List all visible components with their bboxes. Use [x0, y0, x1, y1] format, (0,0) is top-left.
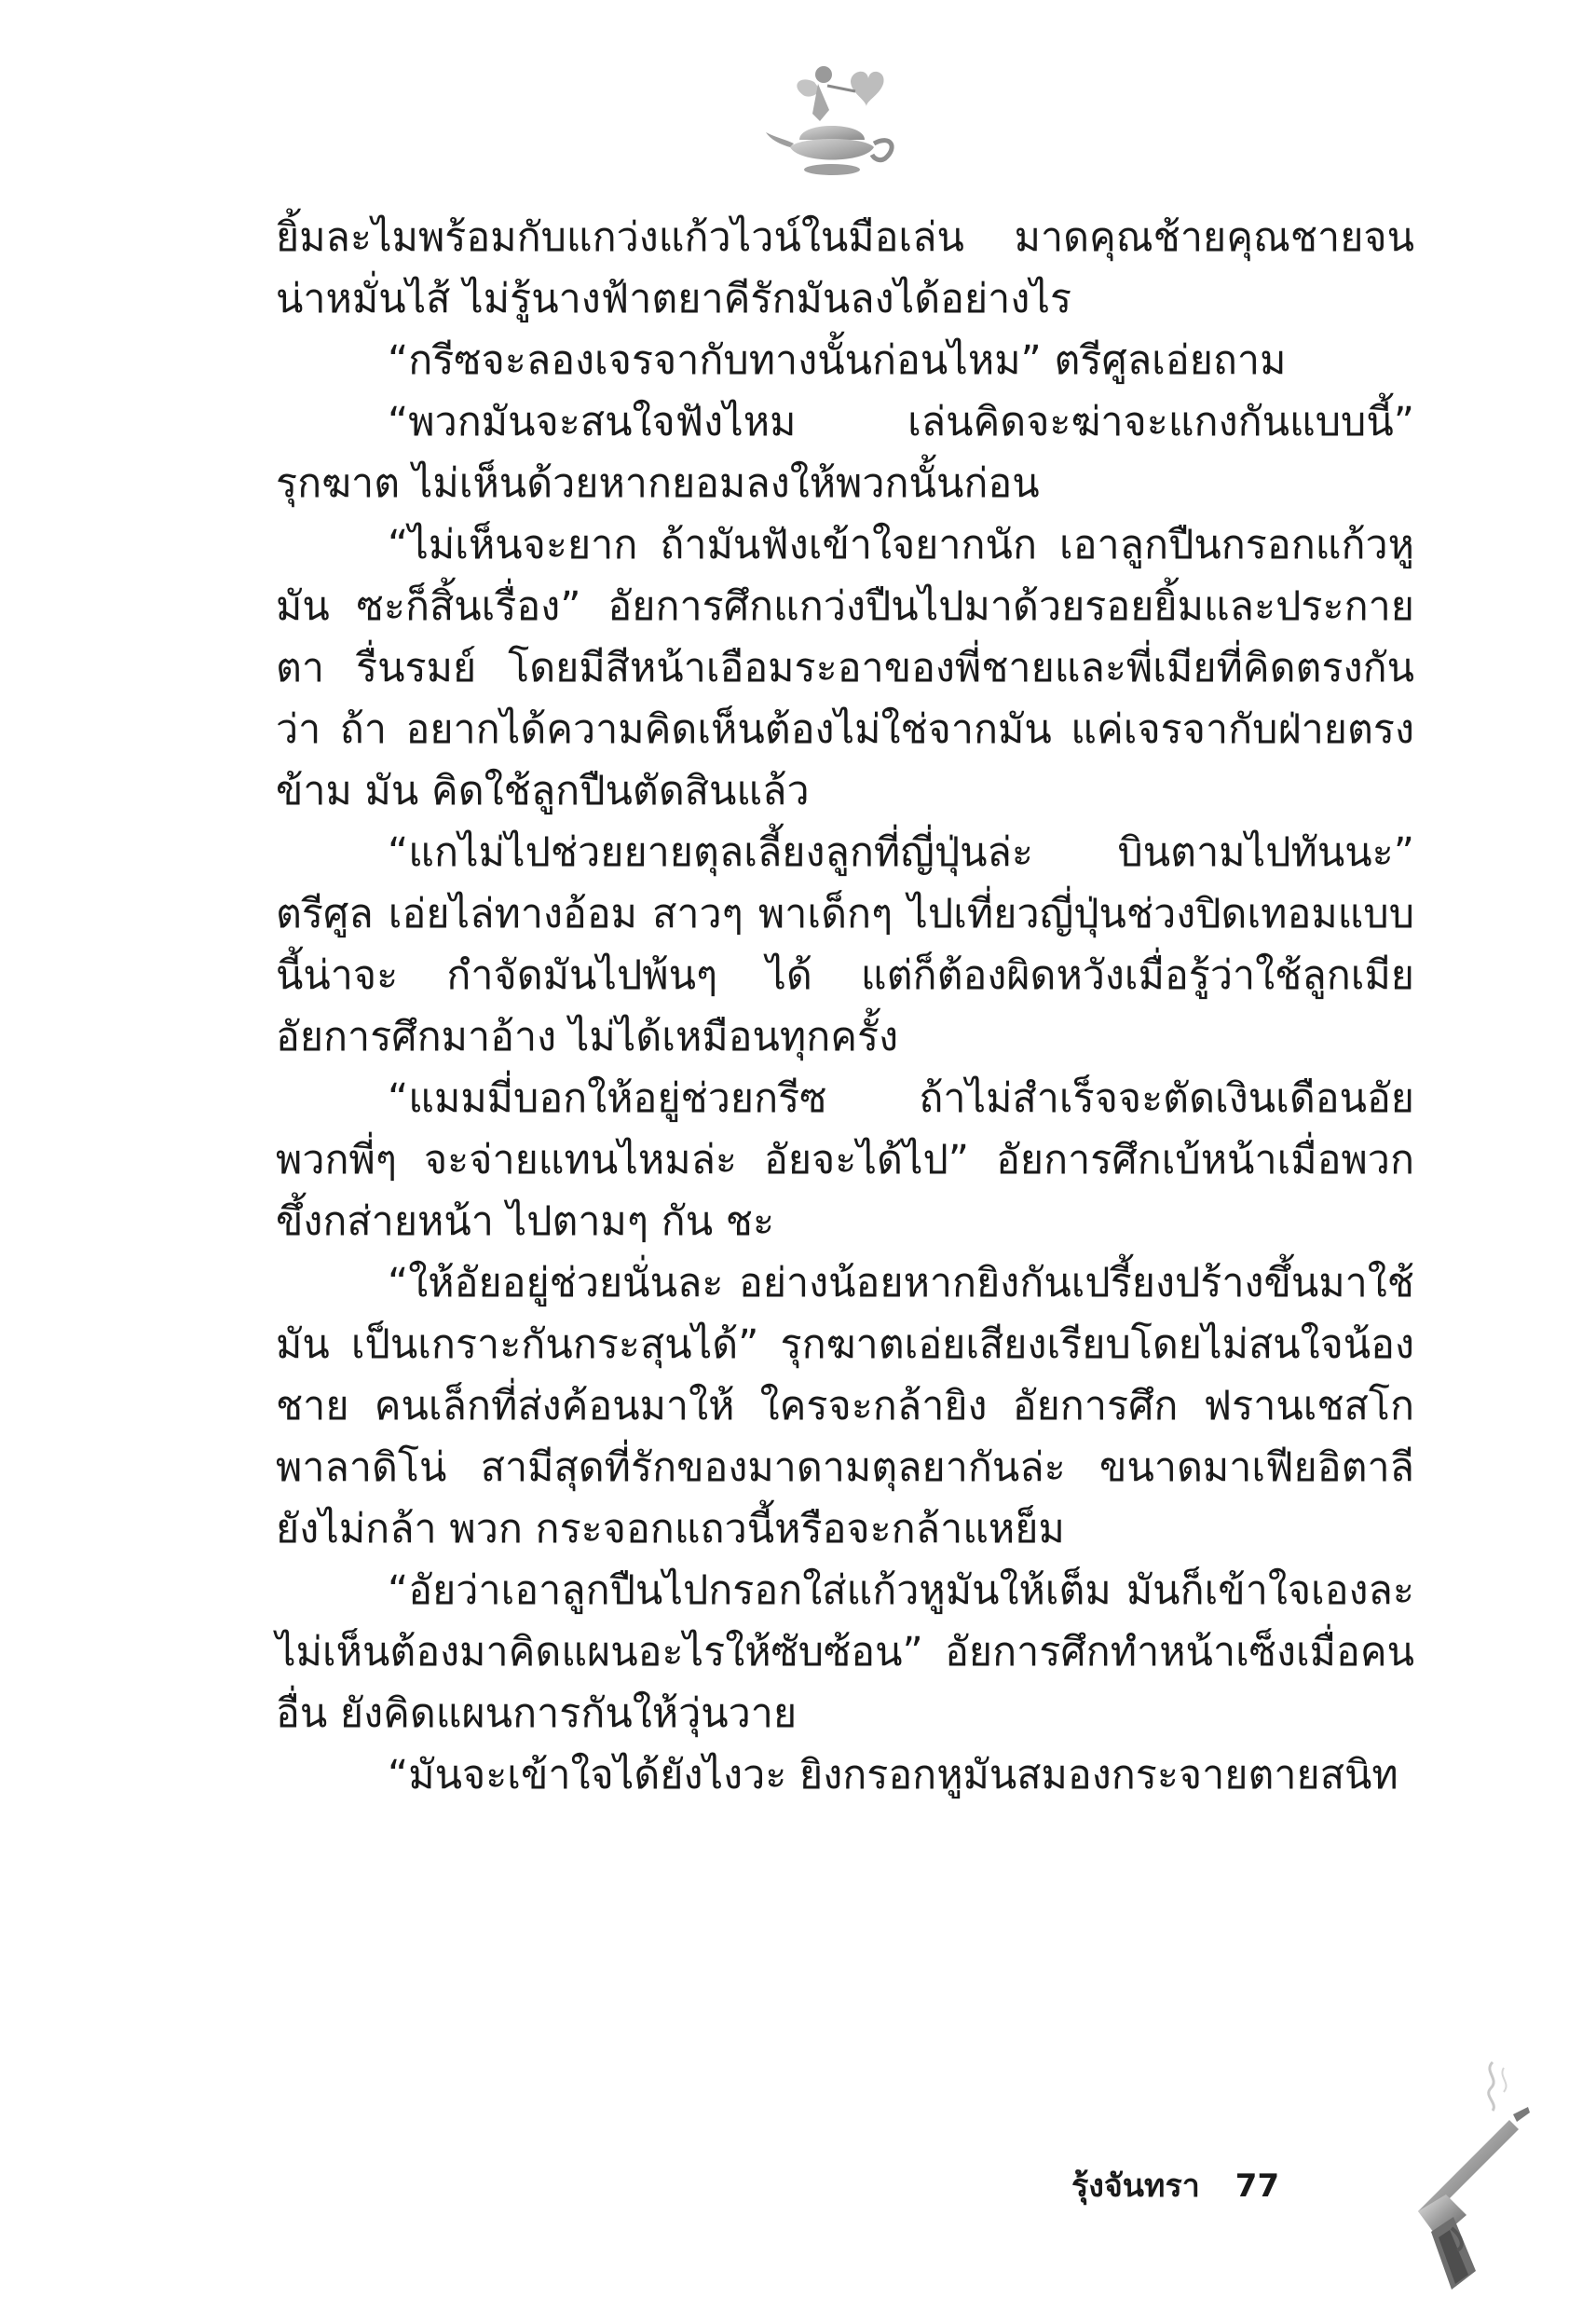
pistol-icon [1353, 2055, 1539, 2302]
body-text [276, 207, 1414, 1806]
paragraph: “กรีซจะลองเจรจากับทางนั้นก่อนไหม” ตรีศูลเอ่ยถาม [388, 337, 1287, 384]
paragraph: “ให้อัยอยู่ช่วยนั่นละ อย่างน้อยหากยิงกันเปรี้ยงปร้างขึ้นมาใช้มัน เป็นเกราะกันกระสุนได้” รุกฆาตเอ่ยเสียงเรียบโดยไม่สนใจน้องชาย คนเล็กที่ส่งค้อนมาให้ ใครจะกล้ายิง อัยการศึก ฟรานเชสโก พาลาดิโน่ สามีสุดที่รักของมาดามตุลยากันล่ะ ขนาดมาเฟียอิตาลียังไม่กล้า พวก กระจอกแถวนี้หรือจะกล้าแหย็ม [276, 1260, 1414, 1552]
page-number: 77 [1235, 2167, 1280, 2205]
paragraph: “แกไม่ไปช่วยยายตุลเลี้ยงลูกที่ญี่ปุ่นล่ะ บินตามไปทันนะ” ตรีศูล เอ่ยไล่ทางอ้อม สาวๆ พาเด็กๆ ไปเที่ยวญี่ปุ่นช่วงปิดเทอมแบบนี้น่าจะ กำจัดมันไปพ้นๆ ได้ แต่ก็ต้องผิดหวังเมื่อรู้ว่าใช้ลูกเมียอัยการศึกมาอ้าง ไม่ได้เหมือนทุกครั้ง [276, 829, 1414, 1060]
genie-lamp-icon [762, 54, 902, 185]
paragraph: “พวกมันจะสนใจฟังไหม เล่นคิดจะฆ่าจะแกงกันแบบนี้” รุกฆาต ไม่เห็นด้วยหากยอมลงให้พวกนั้นก่อน [276, 399, 1414, 507]
paragraph: “อัยว่าเอาลูกปืนไปกรอกใส่แก้วหูมันให้เต็ม มันก็เข้าใจเองละ ไม่เห็นต้องมาคิดแผนอะไรให้ซับซ้อน” อัยการศึกทำหน้าเซ็งเมื่อคนอื่น ยังคิดแผนการกันให้วุ่นวาย [276, 1567, 1414, 1737]
paragraph: “มันจะเข้าใจได้ยังไงวะ ยิงกรอกหูมันสมองกระจายตายสนิท [388, 1752, 1398, 1798]
paragraph: ยิ้มละไมพร้อมกับแกว่งแก้วไวน์ในมือเล่น มาดคุณช้ายคุณชายจน น่าหมั่นไส้ ไม่รู้นางฟ้าตยาคีรักมันลงได้อย่างไร [276, 214, 1414, 322]
page-footer [1071, 2160, 1279, 2210]
footer-author: รุ้งจันทรา [1071, 2167, 1200, 2205]
paragraph: “ไม่เห็นจะยาก ถ้ามันฟังเข้าใจยากนัก เอาลูกปืนกรอกแก้วหูมัน ซะก็สิ้นเรื่อง” อัยการศึกแกว่งปืนไปมาด้วยรอยยิ้มและประกายตา รื่นรมย์ โดยมีสีหน้าเอือมระอาของพี่ชายและพี่เมียที่คิดตรงกันว่า ถ้า อยากได้ความคิดเห็นต้องไม่ใช่จากมัน แค่เจรจากับฝ่ายตรงข้าม มัน คิดใช้ลูกปืนตัดสินแล้ว [276, 522, 1414, 814]
paragraph: “แมมมี่บอกให้อยู่ช่วยกรีซ ถ้าไม่สำเร็จจะตัดเงินเดือนอัย พวกพี่ๆ จะจ่ายแทนไหมล่ะ อัยจะได้ไป” อัยการศึกเบ้หน้าเมื่อพวกขึ้งกส่ายหน้า ไปตามๆ กัน ชะ [276, 1075, 1414, 1245]
